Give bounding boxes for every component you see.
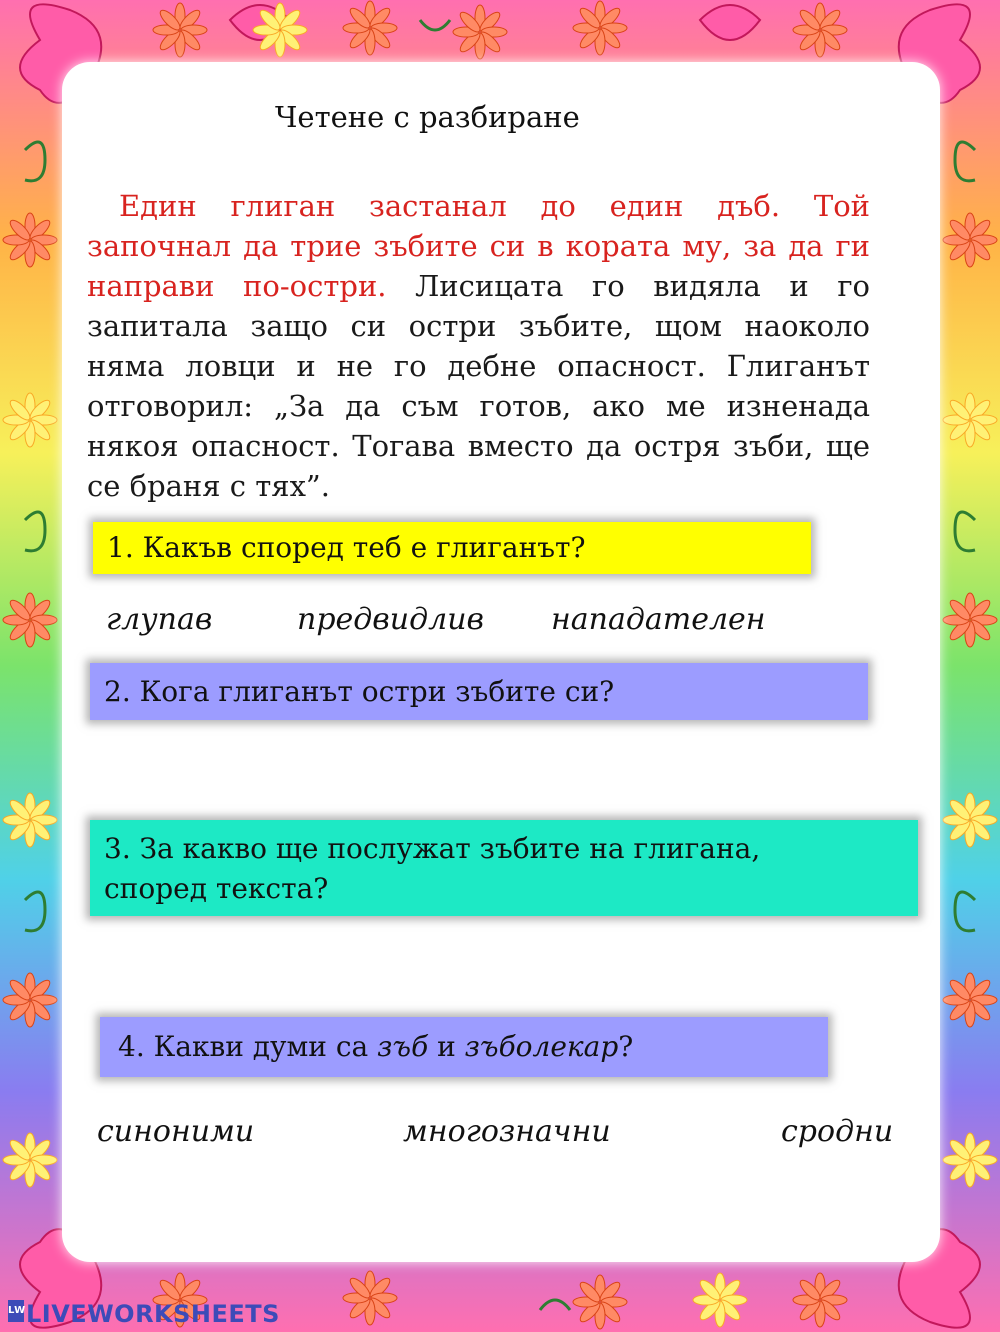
answer-option-napadatelen[interactable]: нападателен <box>551 602 766 637</box>
answer-option-mnogoznachni[interactable]: многозначни <box>403 1114 611 1149</box>
answer-option-predvidliv[interactable]: предвидлив <box>297 602 484 637</box>
page-title: Четене с разбиране <box>275 100 580 134</box>
question-4-word2: зъболекар <box>464 1030 619 1063</box>
question-2-text: 2. Кога глиганът остри зъбите си? <box>104 675 615 708</box>
logo-mark-icon: LW <box>8 1300 24 1322</box>
question-4-middle: и <box>428 1030 465 1063</box>
liveworksheets-logo <box>8 1300 280 1328</box>
question-3-box <box>90 820 918 916</box>
question-2-box <box>90 663 868 720</box>
question-4-suffix: ? <box>618 1030 634 1063</box>
answer-option-glupav[interactable]: глупав <box>106 602 213 637</box>
logo-text: LIVEWORKSHEETS <box>26 1300 280 1328</box>
answer-option-srodni[interactable]: сродни <box>781 1114 894 1149</box>
question-4-word1: зъб <box>377 1030 429 1063</box>
story-red-text: Един глиган застанал до един дъб. Той започнал да трие зъбите си в кората му, за да ги направи по-остри. <box>87 189 870 303</box>
answer-option-sinonimi[interactable]: синоними <box>97 1114 255 1149</box>
story-black-text: Лисицата го видяла и го запитала защо си остри зъбите, щом наоколо няма ловци и не го дебне опасност. Глиганът отговорил: „За да съм готов, ако ме изненада някоя опасност. Тогава вместо да остря зъби, ще се браня с тях”. <box>87 269 870 503</box>
question-1-box <box>93 522 811 574</box>
question-3-line2: според текста? <box>104 872 329 905</box>
question-3-line1: 3. За какво ще послужат зъбите на глигана, <box>104 832 761 865</box>
question-4-prefix: 4. Какви думи са <box>118 1030 378 1063</box>
story-text <box>87 186 870 506</box>
question-1-text: 1. Какъв според теб е глиганът? <box>107 531 586 564</box>
question-4-box <box>100 1017 828 1077</box>
